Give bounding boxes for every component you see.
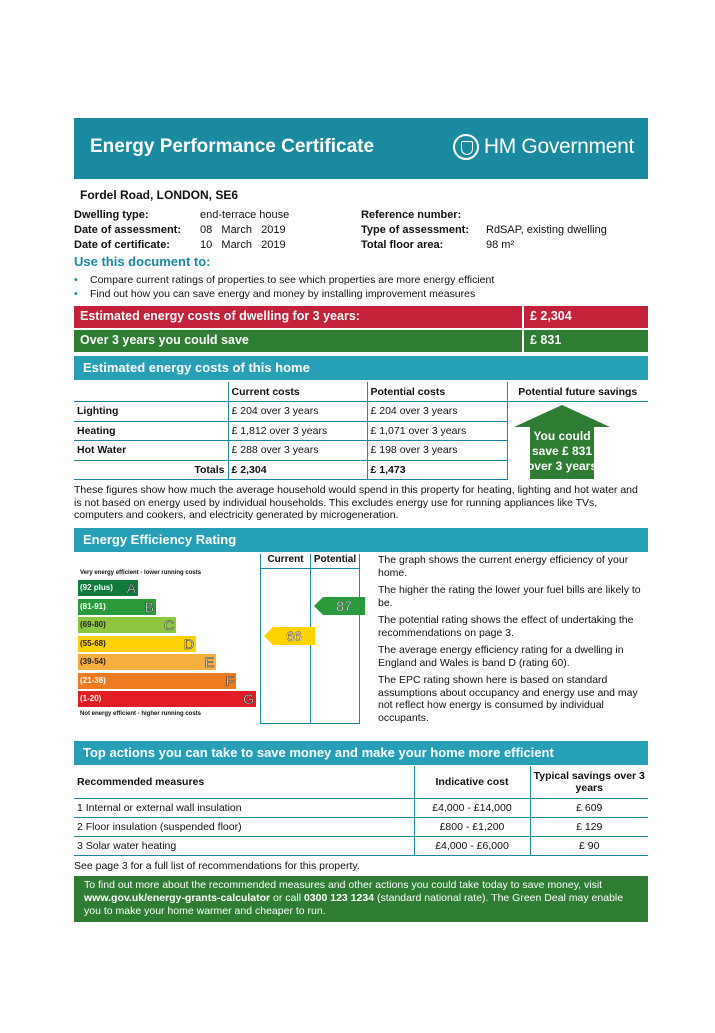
row-potential: £ 1,071 over 3 years	[367, 421, 507, 441]
not-efficient-note: Not energy efficient - higher running costs	[80, 711, 202, 717]
potential-col-right-line	[359, 554, 360, 724]
dwelling-type-label: Dwelling type:	[74, 209, 149, 221]
cost: £800 - £1,200	[414, 817, 530, 836]
header-blank	[74, 382, 228, 402]
could-save-value: £ 831	[522, 330, 648, 352]
use-document-heading: Use this document to:	[74, 254, 211, 269]
savings-line-2: save £ 831	[531, 444, 593, 458]
row-name: Hot Water	[74, 441, 228, 461]
assessment-date-value: 08 March 2019	[200, 224, 286, 236]
band-letter: D	[183, 635, 194, 652]
cost: £4,000 - £14,000	[414, 798, 530, 817]
energy-efficiency-heading: Energy Efficiency Rating	[74, 528, 648, 552]
header-banner	[74, 118, 648, 179]
rating-band-f	[78, 673, 236, 689]
floor-area-label: Total floor area:	[361, 239, 444, 251]
band-range: (39-54)	[80, 657, 106, 666]
dwelling-type-value: end-terrace house	[200, 209, 290, 221]
info-left	[74, 208, 289, 253]
current-col-left-line	[260, 554, 261, 724]
explanation-paragraph: The higher the rating the lower your fuel bills are likely to be.	[378, 584, 641, 609]
table-header-row	[74, 766, 648, 798]
certificate-date-label: Date of certificate:	[74, 239, 170, 251]
row-potential: £ 204 over 3 years	[367, 402, 507, 422]
reference-number-label: Reference number:	[361, 209, 462, 221]
table-row	[74, 836, 648, 855]
band-letter: F	[225, 672, 234, 689]
band-letter: E	[204, 654, 214, 670]
totals-potential: £ 1,473	[367, 460, 507, 480]
estimated-costs-label: Estimated energy costs of dwelling for 3 years:	[80, 309, 360, 323]
efficiency-explanation	[378, 554, 650, 729]
grants-calculator-link[interactable]: www.gov.uk/energy-grants-calculator	[84, 892, 271, 904]
row-potential: £ 198 over 3 years	[367, 441, 507, 461]
band-range: (55-68)	[80, 638, 106, 648]
rating-band-g	[78, 691, 256, 707]
could-save-label: Over 3 years you could save	[80, 333, 249, 347]
royal-crest-icon	[453, 134, 479, 160]
measure: 1 Internal or external wall insulation	[74, 798, 414, 817]
totals-label: Totals	[74, 460, 228, 480]
estimated-costs-heading: Estimated energy costs of this home	[74, 356, 648, 380]
see-page-note: See page 3 for a full list of recommendations for this property.	[74, 860, 360, 872]
or-call-text: or call	[270, 892, 304, 904]
find-out-more-text: To find out more about the recommended measures and other actions you could take today to save money, visit	[84, 879, 603, 891]
explanation-paragraph: The EPC rating shown here is based on standard assumptions about occupancy and energy use and may not reflect how energy is consumed by individual occupants.	[378, 674, 638, 724]
table-header-row	[74, 382, 648, 402]
saving: £ 90	[530, 836, 648, 855]
savings-line-3: over 3 years	[526, 459, 598, 473]
band-letter: B	[144, 598, 154, 615]
assessment-type-value: RdSAP, existing dwelling	[486, 224, 607, 236]
band-letter: G	[243, 691, 254, 707]
measure: 2 Floor insulation (suspended floor)	[74, 817, 414, 836]
measure: 3 Solar water heating	[74, 836, 414, 855]
estimated-costs-value: £ 2,304	[522, 306, 648, 328]
bullet-text: Compare current ratings of properties to see which properties are more energy efficient	[90, 274, 495, 286]
row-current: £ 1,812 over 3 years	[228, 421, 367, 441]
info-right	[361, 208, 607, 253]
page-title: Energy Performance Certificate	[90, 136, 375, 157]
table-row	[74, 798, 648, 817]
assessment-date-label: Date of assessment:	[74, 224, 181, 236]
estimated-costs-bar	[74, 306, 648, 328]
property-address: Fordel Road, LONDON, SE6	[80, 188, 239, 202]
saving: £ 609	[530, 798, 648, 817]
header-current-costs: Current costs	[228, 382, 367, 402]
top-actions-heading: Top actions you can take to save money and make your home more efficient	[74, 741, 648, 765]
band-letter: C	[163, 617, 174, 633]
current-column-header: Current	[267, 554, 304, 565]
row-current: £ 204 over 3 years	[228, 402, 367, 422]
savings-arrow-text	[514, 429, 610, 474]
header-potential-costs: Potential costs	[367, 382, 507, 402]
hm-government-text: HM Government	[483, 135, 634, 158]
hm-government-logo	[453, 134, 634, 160]
bullet-icon: •	[74, 288, 78, 300]
assessment-type-label: Type of assessment:	[361, 224, 470, 236]
epc-page	[74, 118, 648, 917]
energy-efficiency-chart	[74, 554, 360, 724]
rating-band-d	[78, 636, 196, 652]
very-efficient-note: Very energy efficient - lower running costs	[80, 570, 202, 576]
floor-area-value: 98 m²	[486, 239, 515, 251]
band-range: (92 plus)	[80, 583, 113, 592]
green-deal-text: (standard national rate). The Green Deal may enable you to make your home warmer and cheaper to run.	[84, 892, 624, 917]
header-savings: Typical savings over 3 years	[530, 766, 648, 798]
rating-band-e	[78, 654, 216, 670]
current-rating-marker: 66	[273, 627, 315, 645]
band-range: (1-20)	[80, 694, 102, 703]
savings-line-1: You could	[533, 429, 591, 443]
totals-current: £ 2,304	[228, 460, 367, 480]
certificate-date-value: 10 March 2019	[200, 239, 286, 251]
header-cost: Indicative cost	[414, 766, 530, 798]
rating-band-b	[78, 599, 156, 615]
header-future-savings: Potential future savings	[507, 382, 648, 402]
bullet-icon: •	[74, 274, 78, 286]
cost: £4,000 - £6,000	[414, 836, 530, 855]
phone-number: 0300 123 1234	[303, 892, 375, 904]
saving: £ 129	[530, 817, 648, 836]
row-name: Lighting	[74, 402, 228, 422]
explanation-paragraph: The average energy efficiency rating for a dwelling in England and Wales is band D (rating 60).	[378, 644, 624, 669]
rating-band-c	[78, 617, 176, 633]
potential-rating-marker: 87	[323, 597, 365, 615]
chart-bottom-line	[260, 723, 360, 724]
could-save-bar	[74, 330, 648, 352]
band-range: (69-80)	[80, 620, 106, 629]
band-letter: A	[126, 580, 136, 596]
explanation-paragraph: The potential rating shows the effect of undertaking the recommendations on page 3.	[378, 614, 634, 639]
costs-description: These figures show how much the average household would spend in this property for heating, lighting and hot water and is not based on energy used by individual households. This excludes energy use for running appliances like TVs, computers and cookers, and electricity generated by microgeneration.	[74, 484, 638, 521]
bullet-text: Find out how you can save energy and money by installing improvement measures	[90, 288, 476, 300]
potential-column-header: Potential	[313, 554, 357, 565]
rating-band-a	[78, 580, 138, 596]
find-out-more-box	[74, 876, 648, 922]
band-range: (81-91)	[80, 601, 106, 611]
table-row	[74, 817, 648, 836]
column-header-line	[260, 568, 360, 569]
row-current: £ 288 over 3 years	[228, 441, 367, 461]
band-range: (21-38)	[80, 675, 106, 685]
recommendations-table	[74, 766, 648, 856]
row-name: Heating	[74, 421, 228, 441]
header-measures: Recommended measures	[74, 766, 414, 798]
savings-arrow	[514, 405, 610, 479]
arrow-head-icon	[514, 405, 610, 427]
explanation-paragraph: The graph shows the current energy efficiency of your home.	[378, 554, 629, 579]
use-document-bullets	[74, 273, 494, 301]
